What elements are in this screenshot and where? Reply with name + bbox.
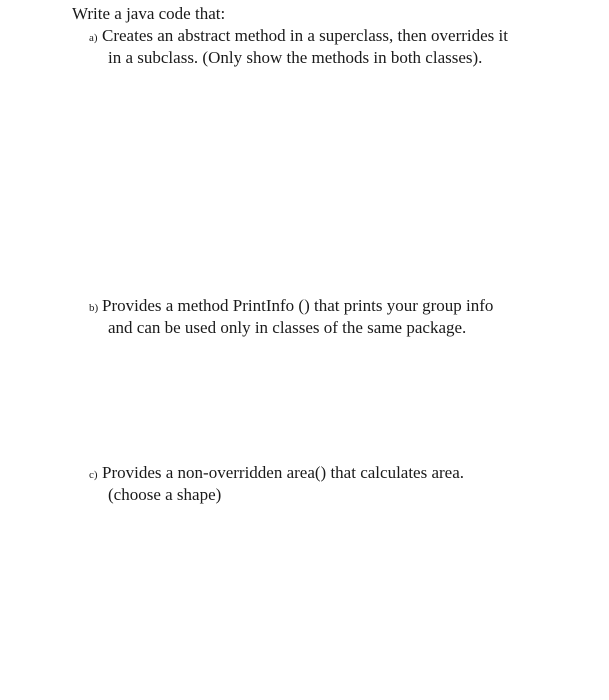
item-c-text-2: (choose a shape): [108, 485, 222, 504]
item-c-marker: c): [89, 469, 98, 481]
item-b-line-1: [89, 296, 589, 318]
item-c-text-1: Provides a non-overridden area() that calculates area.: [102, 463, 465, 482]
item-b-text-1: Provides a method PrintInfo () that prints your group info: [102, 296, 494, 315]
item-b-marker: b): [89, 302, 99, 314]
question-intro: Write a java code that:: [72, 4, 226, 23]
item-b-text-2: and can be used only in classes of the same package.: [108, 318, 467, 337]
item-a-text-1: Creates an abstract method in a superclass, then overrides it: [102, 26, 508, 45]
question-item-a: [89, 26, 589, 68]
item-a-marker: a): [89, 32, 98, 44]
item-a-text-2: in a subclass. (Only show the methods in both classes).: [108, 48, 483, 67]
question-item-b: [89, 296, 589, 338]
question-item-c: [89, 463, 589, 505]
item-c-line-1: [89, 463, 589, 485]
item-a-line-1: [89, 26, 589, 48]
